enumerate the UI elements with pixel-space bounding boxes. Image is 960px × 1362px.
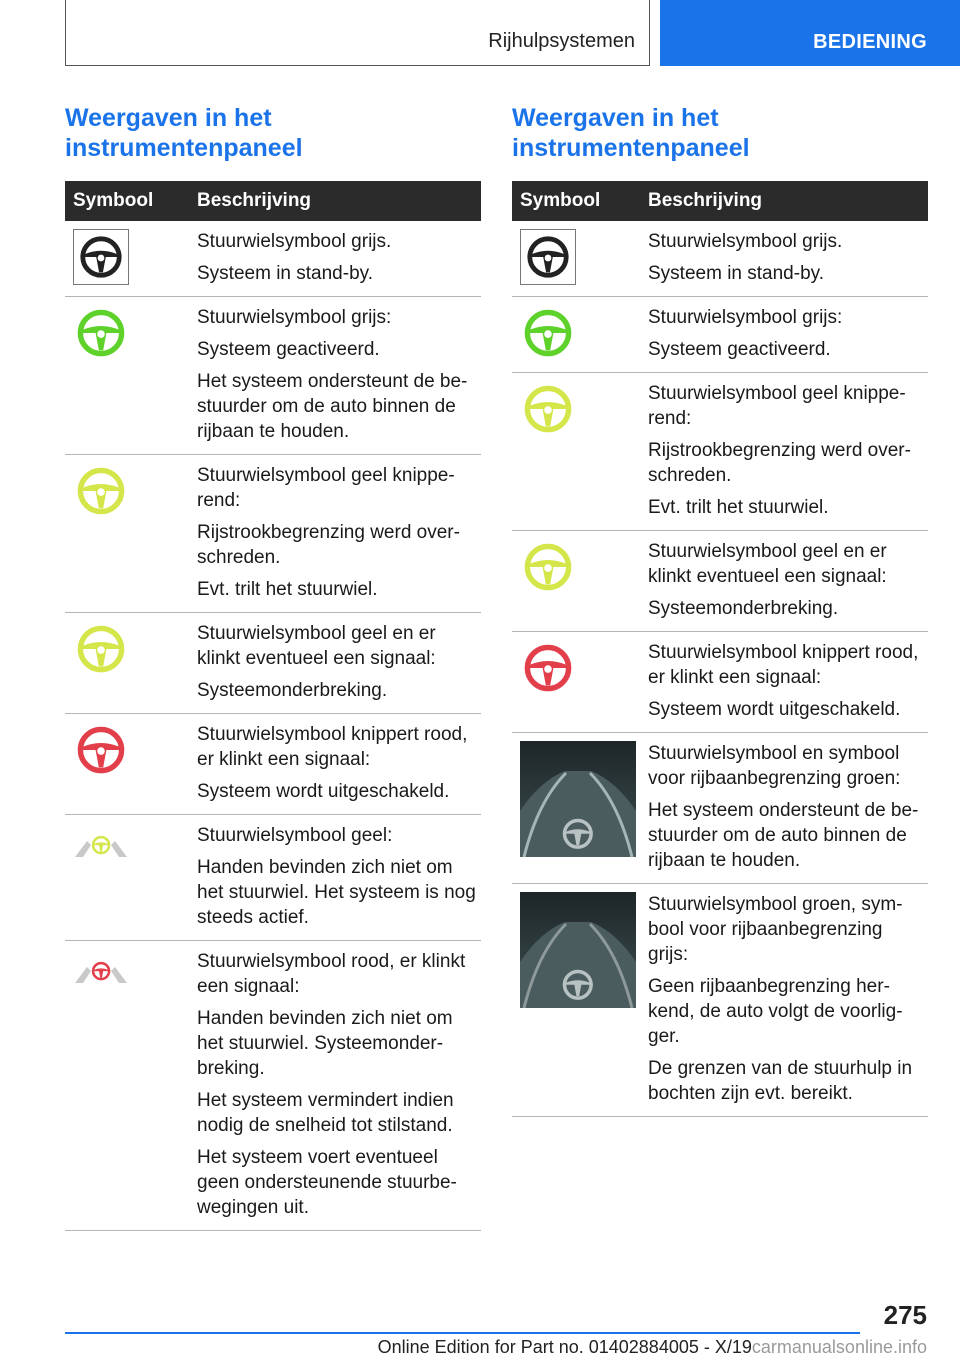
- table-row: [65, 297, 481, 455]
- lane-display-green-icon: [520, 741, 636, 857]
- description-cell: [636, 373, 928, 531]
- table-row: [512, 733, 928, 884]
- right-column: [512, 103, 928, 1117]
- symbol-cell: [65, 941, 185, 1231]
- steering-wheel-grey-icon: [73, 229, 129, 285]
- table-row: [512, 221, 928, 297]
- section-title: Rijhulpsystemen: [488, 30, 635, 52]
- symbol-cell: [512, 373, 636, 531]
- lane-display-grey-icon: [520, 892, 636, 1008]
- description-line: Systeem in stand-by.: [197, 263, 374, 284]
- symbol-cell: [512, 884, 636, 1117]
- description-cell: [185, 613, 481, 714]
- symbol-cell: [512, 221, 636, 297]
- left-column: [65, 103, 481, 1231]
- table-row: [512, 884, 928, 1117]
- description-line: Stuurwielsymbool grijs.: [197, 231, 392, 252]
- footer-divider: [65, 1332, 860, 1334]
- table-header-row: [512, 181, 928, 221]
- table-row: [512, 297, 928, 373]
- description-cell: [636, 632, 928, 733]
- description-cell: [185, 815, 481, 941]
- description-line: Stuurwielsymbool knippert rood, er klinkt een signaal:: [648, 642, 919, 688]
- table-row: [65, 714, 481, 815]
- column-header-symbol: Symbool: [512, 181, 636, 221]
- description-line: Systeem geactiveerd.: [197, 339, 380, 360]
- description-line: Stuurwielsymbool grijs:: [197, 307, 392, 328]
- description-line: Stuurwielsymbool geel:: [197, 825, 393, 846]
- description-line: Stuurwielsymbool geel knipperend:: [197, 465, 455, 511]
- column-header-description: Beschrijving: [185, 181, 481, 221]
- right-column-title: Weergaven in het instrumentenpaneel: [512, 104, 750, 162]
- description-cell: [185, 941, 481, 1231]
- steering-wheel-yellow-icon: [73, 621, 129, 677]
- hands-off-yellow-icon: [73, 823, 129, 869]
- steering-wheel-yellow-icon: [520, 381, 576, 437]
- steering-wheel-yellow-icon: [520, 539, 576, 595]
- table-header-row: [65, 181, 481, 221]
- description-line: Systeemonderbreking.: [648, 598, 839, 619]
- description-line: Rijstrookbegrenzing werd overschreden.: [197, 522, 460, 568]
- chapter-title: BEDIENING: [813, 31, 927, 53]
- left-column-title: Weergaven in het instrumentenpaneel: [65, 104, 303, 162]
- description-line: Systeem wordt uitgeschakeld.: [197, 781, 450, 802]
- footer-watermark: carmanualsonline.info: [751, 1337, 927, 1357]
- table-row: [65, 815, 481, 941]
- symbol-cell: [65, 297, 185, 455]
- symbol-cell: [65, 714, 185, 815]
- table-row: [65, 455, 481, 613]
- description-line: Het systeem vermindert indien nodig de snelheid tot stilstand.: [197, 1090, 454, 1136]
- footer-edition: Online Edition for Part no. 01402884005 - X/19: [377, 1337, 752, 1357]
- left-symbol-table: [65, 181, 481, 1231]
- description-line: Stuurwielsymbool geel knipperend:: [648, 383, 906, 429]
- description-line: Rijstrookbegrenzing werd overschreden.: [648, 440, 911, 486]
- description-line: Stuurwielsymbool geel en er klinkt eventueel een signaal:: [648, 541, 887, 587]
- table-row: [65, 613, 481, 714]
- description-line: Evt. trilt het stuurwiel.: [197, 579, 378, 600]
- table-row: [65, 221, 481, 297]
- hands-off-red-icon: [73, 949, 129, 995]
- header-chapter-tab[interactable]: [660, 0, 960, 66]
- footer-text: [378, 1337, 927, 1358]
- description-cell: [185, 297, 481, 455]
- description-line: Stuurwielsymbool groen, symbool voor rijbaanbegrenzing grijs:: [648, 894, 903, 965]
- description-line: Stuurwielsymbool rood, er klinkt een signaal:: [197, 951, 466, 997]
- symbol-cell: [65, 455, 185, 613]
- table-row: [512, 632, 928, 733]
- description-cell: [636, 531, 928, 632]
- description-line: Stuurwielsymbool en symbool voor rijbaanbegrenzing groen:: [648, 743, 901, 789]
- description-line: Handen bevinden zich niet om het stuurwiel. Het systeem is nog steeds actief.: [197, 857, 476, 928]
- column-header-description: Beschrijving: [636, 181, 928, 221]
- description-line: Stuurwielsymbool grijs:: [648, 307, 843, 328]
- description-line: Het systeem ondersteunt de bestuurder om de auto binnen de rijbaan te houden.: [648, 800, 919, 871]
- column-header-symbol: Symbool: [65, 181, 185, 221]
- symbol-cell: [65, 613, 185, 714]
- symbol-cell: [512, 632, 636, 733]
- description-cell: [636, 221, 928, 297]
- steering-wheel-yellow-icon: [73, 463, 129, 519]
- description-line: Systeem geactiveerd.: [648, 339, 831, 360]
- steering-wheel-red-icon: [73, 722, 129, 778]
- header-section-box: [65, 0, 650, 66]
- steering-wheel-green-icon: [73, 305, 129, 361]
- description-cell: [636, 884, 928, 1117]
- description-line: Het systeem ondersteunt de bestuurder om de auto binnen de rijbaan te houden.: [197, 371, 468, 442]
- table-row: [512, 373, 928, 531]
- page-number: 275: [883, 1300, 927, 1330]
- description-line: Evt. trilt het stuurwiel.: [648, 497, 829, 518]
- steering-wheel-grey-icon: [520, 229, 576, 285]
- table-row: [512, 531, 928, 632]
- description-line: De grenzen van de stuurhulp in bochten zijn evt. bereikt.: [648, 1058, 913, 1104]
- description-line: Systeem in stand-by.: [648, 263, 825, 284]
- symbol-cell: [65, 221, 185, 297]
- steering-wheel-red-icon: [520, 640, 576, 696]
- description-line: Handen bevinden zich niet om het stuurwiel. Systeemonderbreking.: [197, 1008, 453, 1079]
- description-line: Geen rijbaanbegrenzing herkend, de auto volgt de voorligger.: [648, 976, 903, 1047]
- description-line: Systeemonderbreking.: [197, 680, 388, 701]
- symbol-cell: [512, 297, 636, 373]
- description-cell: [185, 221, 481, 297]
- symbol-cell: [65, 815, 185, 941]
- description-cell: [185, 455, 481, 613]
- description-line: Stuurwielsymbool geel en er klinkt eventueel een signaal:: [197, 623, 436, 669]
- description-cell: [636, 733, 928, 884]
- description-cell: [636, 297, 928, 373]
- description-line: Stuurwielsymbool knippert rood, er klinkt een signaal:: [197, 724, 468, 770]
- description-cell: [185, 714, 481, 815]
- description-line: Systeem wordt uitgeschakeld.: [648, 699, 901, 720]
- steering-wheel-green-icon: [520, 305, 576, 361]
- description-line: Stuurwielsymbool grijs.: [648, 231, 843, 252]
- description-line: Het systeem voert eventueel geen ondersteunende stuurbewegingen uit.: [197, 1147, 457, 1218]
- right-symbol-table: [512, 181, 928, 1117]
- symbol-cell: [512, 733, 636, 884]
- symbol-cell: [512, 531, 636, 632]
- table-row: [65, 941, 481, 1231]
